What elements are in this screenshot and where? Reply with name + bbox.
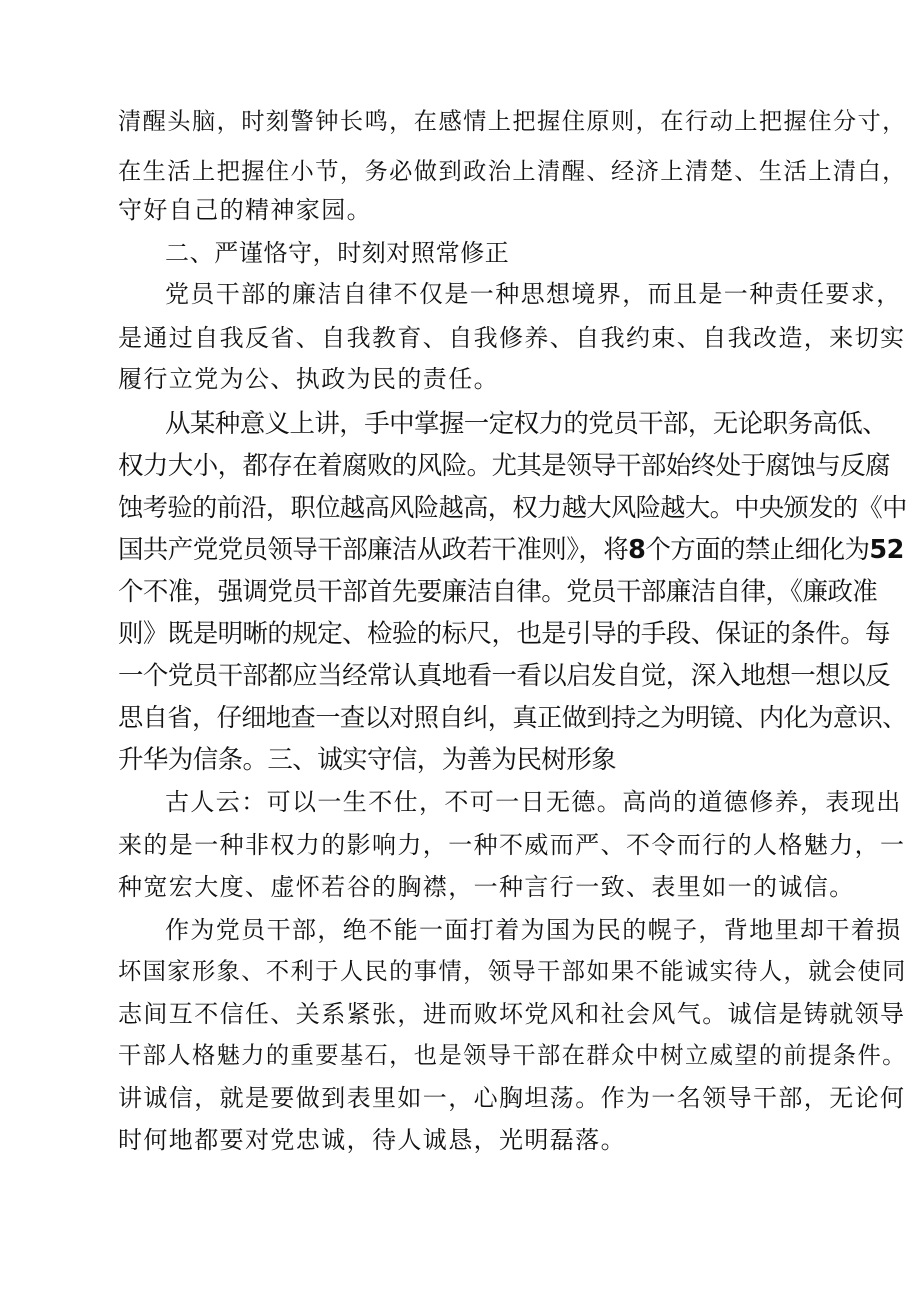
paragraph-4-line-1: 古人云：可以一生不仕，不可一日无德。高尚的道德修养，表现出	[165, 788, 902, 816]
paragraph-5-line-1: 作为党员干部，绝不能一面打着为国为民的幌子，背地里却干着损	[165, 916, 902, 944]
paragraph-3-line-4-part-2: 个方面的禁止细化为	[645, 535, 870, 565]
paragraph-2-line-2: 是通过自我反省、自我教育、自我修养、自我约束、自我改造，来切实	[118, 324, 906, 352]
paragraph-1-line-1: 清醒头脑，时刻警钟长鸣，在感情上把握住原则，在行动上把握住分寸，	[118, 108, 907, 135]
paragraph-3-line-4-part-1: 国共产党党员领导干部廉洁从政若干准则》，将	[118, 535, 629, 565]
paragraph-4-line-2: 来的是一种非权力的影响力，一种不威而严、不令而行的人格魅力，一	[118, 831, 906, 859]
paragraph-1-line-2: 在生活上把握住小节，务必做到政治上清醒、经济上清楚、生活上清白，	[118, 158, 907, 185]
rule-count-number: 52	[869, 535, 904, 565]
paragraph-3-line-7: 一个党员干部都应当经常认真地看一看以启发自觉，深入地想一想以反	[118, 661, 890, 691]
paragraph-5-line-5: 讲诚信，就是要做到表里如一，心胸坦荡。作为一名领导干部，无论何	[118, 1084, 906, 1112]
paragraph-3-line-2: 权力大小，都存在着腐败的风险。尤其是领导干部始终处于腐蚀与反腐	[118, 451, 890, 481]
paragraph-5-line-4: 干部人格魅力的重要基石，也是领导干部在群众中树立威望的前提条件。	[118, 1042, 907, 1069]
paragraph-5-line-2: 坏国家形象、不利于人民的事情，领导干部如果不能诚实待人，就会使同	[118, 958, 907, 985]
paragraph-5-line-6: 时何地都要对党忠诚，待人诚恳，光明磊落。	[118, 1126, 626, 1154]
paragraph-3-line-1: 从某种意义上讲，手中掌握一定权力的党员干部，无论职务高低、	[165, 409, 888, 439]
paragraph-2-line-1: 党员干部的廉洁自律不仅是一种思想境界，而且是一种责任要求，	[165, 280, 902, 308]
paragraph-1-line-3: 守好自己的精神家园。	[118, 196, 372, 224]
paragraph-3-line-6: 则》既是明晰的规定、检验的标尺，也是引导的手段、保证的条件。每	[118, 619, 890, 649]
paragraph-5-line-3: 志间互不信任、关系紧张，进而败坏党风和社会风气。诚信是铸就领导	[118, 1000, 906, 1028]
paragraph-3-line-9: 升华为信条。三、诚实守信，为善为民树形象	[118, 745, 617, 775]
paragraph-4-line-3: 种宽宏大度、虚怀若谷的胸襟，一种言行一致、表里如一的诚信。	[118, 873, 855, 901]
paragraph-2-line-3: 履行立党为公、执政为民的责任。	[118, 365, 499, 393]
section-heading-2: 二、严谨恪守，时刻对照常修正	[165, 239, 510, 267]
paragraph-3-line-4	[118, 533, 904, 567]
paragraph-3-line-8: 思自省，仔细地查一查以对照自纠，真正做到持之为明镜、内化为意识、	[118, 703, 907, 732]
paragraph-3-line-3: 蚀考验的前沿，职位越高风险越高，权力越大风险越大。中央颁发的《中	[118, 493, 907, 522]
article-count-number: 8	[628, 535, 646, 565]
paragraph-3-line-5: 个不准，强调党员干部首先要廉洁自律。党员干部廉洁自律，《廉政准	[118, 577, 878, 607]
